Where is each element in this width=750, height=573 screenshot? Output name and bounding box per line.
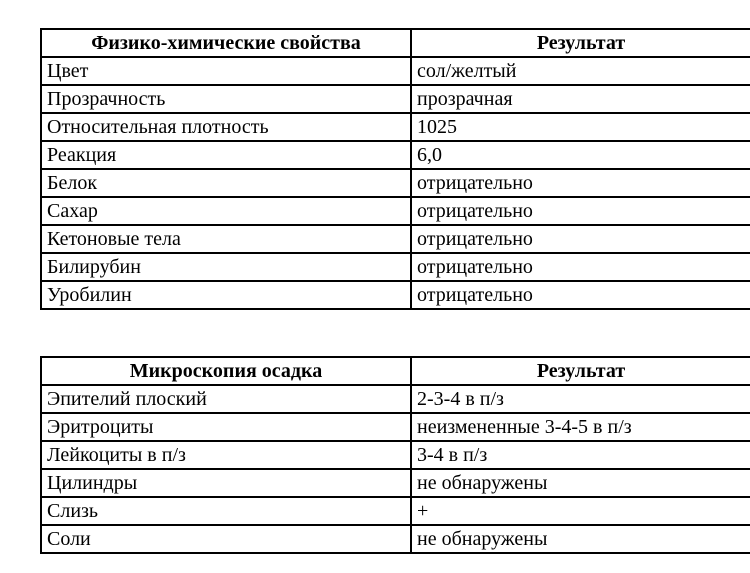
property-name: Сахар: [41, 197, 411, 225]
property-result: 6,0: [411, 141, 750, 169]
microscopy-item: Слизь: [41, 497, 411, 525]
microscopy-result: 2-3-4 в п/з: [411, 385, 750, 413]
property-name: Билирубин: [41, 253, 411, 281]
property-result: прозрачная: [411, 85, 750, 113]
property-result: 1025: [411, 113, 750, 141]
microscopy-item: Лейкоциты в п/з: [41, 441, 411, 469]
property-name: Реакция: [41, 141, 411, 169]
column-header-property: Физико-химические свойства: [41, 29, 411, 57]
column-header-microscopy: Микроскопия осадка: [41, 357, 411, 385]
property-name: Цвет: [41, 57, 411, 85]
table-row: [41, 281, 750, 309]
property-result: сол/желтый: [411, 57, 750, 85]
table-row: [41, 253, 750, 281]
table-row: [41, 497, 750, 525]
table-row: [41, 413, 750, 441]
property-result: отрицательно: [411, 197, 750, 225]
column-header-result: Результат: [411, 357, 750, 385]
table-row: [41, 169, 750, 197]
sediment-microscopy-table: [40, 356, 750, 554]
property-result: отрицательно: [411, 253, 750, 281]
column-header-result: Результат: [411, 29, 750, 57]
property-result: отрицательно: [411, 169, 750, 197]
property-name: Уробилин: [41, 281, 411, 309]
property-name: Относительная плотность: [41, 113, 411, 141]
microscopy-result: +: [411, 497, 750, 525]
property-name: Белок: [41, 169, 411, 197]
microscopy-result: неизмененные 3-4-5 в п/з: [411, 413, 750, 441]
microscopy-result: не обнаружены: [411, 525, 750, 553]
microscopy-item: Эритроциты: [41, 413, 411, 441]
microscopy-result: не обнаружены: [411, 469, 750, 497]
table-row: [41, 225, 750, 253]
table-row: [41, 469, 750, 497]
microscopy-item: Цилиндры: [41, 469, 411, 497]
microscopy-item: Соли: [41, 525, 411, 553]
table-row: [41, 525, 750, 553]
table-row: [41, 441, 750, 469]
property-result: отрицательно: [411, 225, 750, 253]
microscopy-item: Эпителий плоский: [41, 385, 411, 413]
table-row: [41, 113, 750, 141]
table-row: [41, 141, 750, 169]
table-row: [41, 57, 750, 85]
table-row: [41, 385, 750, 413]
property-name: Кетоновые тела: [41, 225, 411, 253]
table-header-row: [41, 29, 750, 57]
microscopy-result: 3-4 в п/з: [411, 441, 750, 469]
physicochemical-properties-table: [40, 28, 750, 310]
table-row: [41, 85, 750, 113]
property-name: Прозрачность: [41, 85, 411, 113]
table-header-row: [41, 357, 750, 385]
table-row: [41, 197, 750, 225]
property-result: отрицательно: [411, 281, 750, 309]
